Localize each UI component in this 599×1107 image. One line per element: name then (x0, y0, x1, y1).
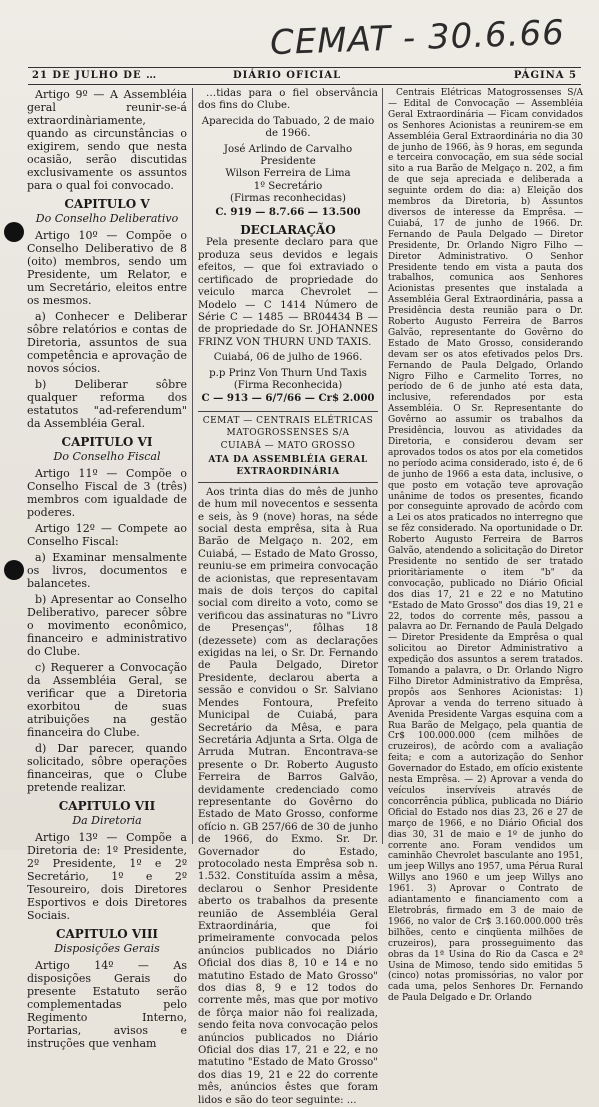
cemat-location: CUIABÁ — MATO GROSSO (220, 440, 356, 451)
article-11: Artigo 11º — Compõe o Conselho Fiscal de 3 (três) membros com igualdade de poderes. (27, 467, 187, 519)
cemat-company: CEMAT — CENTRAIS ELÉTRICAS MATOGROSSENSES S/A (202, 415, 374, 439)
chapter-6-subtitle: Do Conselho Fiscal (53, 450, 161, 463)
article-9: Artigo 9º — A Assembléia geral reunir-se-á extraordinàriamente, quando as circunstâncias o exigirem, sendo que nesta ocasião, serão discutidas exclusivamente os assuntos para o qual foi convocado. (27, 88, 187, 192)
article-14: Artigo 14º — As disposições Gerais do presente Estatuto serão complementadas pelo Regimento Interno, Portarias, avisos e instruções que venham (27, 959, 187, 1050)
declaration-title: DECLARAÇÃO (240, 223, 336, 238)
article-10-a: a) Conhecer e Deliberar sôbre relatórios e contas de Diretoria, assuntos de sua competência e aprovação de novos sócios. (27, 310, 187, 375)
declaration-signature: p.p Prinz Von Thurn Und Taxis (209, 367, 367, 379)
minutes-continuation: Centrais Elétricas Matogrossenses S/A — Edital de Convocação — Assembléia Geral Extraordinária — Ficam convidados os Senhores Acionistas a reunirem-se em Assembléia Geral Extraordinária no dia 30 de junho de 1966, às 9 horas, em segunda e terceira convocação, em sua séde social sito a rua Barão de Melgaço n. 202, a fim de que seja apreciada e deliberada a seguinte ordem do dia: a) Eleição dos membros da Diretoria, b) Assuntos diversos de interesse da Emprêsa. — Cuiabá, 17 de junho de 1966. Dr. Fernando de Paula Delgado — Diretor Presidente, Dr. Orlando Nigro Filho — Diretor Administrativo. O Senhor Presidente tendo em vista a pauta dos trabalhos, comunica aos Senhores Acionistas presentes que instalada a Assembléia Geral Extraordinária, passa a Presidência desta reunião para o Dr. Roberto Augusto Ferreira de Barros Galvão, representante do Govêrno do Estado de Mato Grosso, considerando devam ser os atos efetivados pelos Drs. Fernando de Paula Delgado, Orlando Nigro Filho e Carmelito Torres, no período de 6 de junho até esta data, inclusive, referendados por esta Assembléia. O Sr. Representante do Govêrno ao assumir os trabalhos da Presidência, louvou as atividades da Diretoria, e considerou devam ser aprovados todos os atos por ela cometidos no período acima considerado, isto é, de 6 de junho de 1966 a esta data, inclusive, o que posto em votação teve aprovação unânime de todos os presentes, ficando por conseguinte aprovado de acôrdo com a Lei os atos praticados no interregno que se fêz considerado. Na oportunidade o Dr. Roberto Augusto Ferreira de Barros Galvão, atendendo a solicitação do Diretor Presidente no sentido de ser tratado prioritàriamente o item "b" da convocação, publicado no Diário Oficial dos dias 17, 21 e 22 e no Matutino "Estado de Mato Grosso" dos dias 19, 21 e 22, todos do corrente mês, passou a palavra ao Dr. Fernando de Paula Delgado — Diretor Presidente da Emprêsa o qual solicitou ao Diretor Administrativo a expedição dos assuntos a serem tratados. Tomando a palavra, o Dr. Orlando Nigro Filho Diretor Administrativo da Emprêsa, propôs aos Senhores Acionistas: 1) Aprovar a venda do terreno situado à Avenida Presidente Vargas esquina com a Rua Barão de Melgaço, pela quantia de Cr$ 100.000.000 (cem milhões de cruzeiros), de acôrdo com a avaliação feita; e com a autorização do Senhor Governador do Estado, em ofício existente nesta Emprêsa. — 2) Aprovar a venda do veículos inservíveis através de concorrência pública, publicada no Diário Oficial do Estado nos dias 23, 26 e 27 de março de 1966, e no Diário Oficial dos dias 30, 31 de maio e 1º de junho do corrente ano. Foram vendidos um caminhão Chevrolet basculante ano 1951, um jeep Willys ano 1957, uma Pérua Rural Willys ano 1960 e um jeep Willys ano 1961. 3) Aprovar o Contrato de adiantamento e financiamento com a Eletrobrás, firmado em 3 de maio de 1966, no valor de Cr$ 3.160.000.000 três bilhões, cento e cinqüenta milhões de cruzeiros), para prosseguimento das obras da 1ª Usina do Rio da Casca e 2ª Usina de Mimoso, tendo sido emitidas 5 (cinco) notas promissórias, no valor por cada uma, pelos Senhores Dr. Fernando de Paula Delgado e Dr. Orlando (388, 88, 583, 1004)
column-right (388, 88, 583, 1004)
column-left (27, 88, 187, 1050)
chapter-6-title: CAPITULO VI (61, 435, 153, 449)
article-10: Artigo 10º — Compõe o Conselho Deliberativo de 8 (oito) membros, sendo um Presidente, um Relator, e um Secretário, eleitos entre os mesmos. (27, 229, 187, 307)
declaration-date: Cuiabá, 06 de julho de 1966. (213, 352, 363, 364)
chapter-7-title: CAPITULO VII (58, 799, 156, 813)
reference-code-2: C — 913 — 6/7/66 — Cr$ 2.000 (201, 392, 375, 405)
article-12-b: b) Apresentar ao Conselho Deliberativo, parecer sôbre o movimento econômico, financeiro e administrativo do Clube. (27, 593, 187, 658)
handwritten-annotation: CEMAT - 30.6.66 (269, 12, 566, 64)
article-12: Artigo 12º — Compete ao Conselho Fiscal: (27, 522, 187, 548)
header-page-number: PÁGINA 5 (513, 70, 577, 81)
firmas-note: (Firmas reconhecidas) (229, 193, 347, 205)
signature-2-role: 1º Secretário (253, 180, 323, 192)
signature-2-name: Wilson Ferreira de Lima (225, 168, 351, 180)
chapter-8-subtitle: Disposições Gerais (54, 942, 160, 955)
chapter-5-subtitle: Do Conselho Deliberativo (35, 212, 179, 225)
chapter-5-title: CAPITULO V (64, 197, 150, 211)
column-divider (382, 88, 383, 844)
cemat-notice-header (198, 411, 378, 483)
ata-body: Aos trinta dias do mês de junho de hum mil novecentos e sessenta e seis, às 9 (nove) horas, na séde social desta emprêsa, sita à Rua Barão de Melgaço n. 202, em Cuiabá, — Estado de Mato Grosso, reuniu-se em primeira convocação de acionistas, que representavam mais de dois terços do capital social com direito a voto, como se verificou das assinaturas no "Livro de Presenças", fôlhas 18 (dezessete) com as declarações exigidas na lei, o Sr. Dr. Fernando de Paula Delgado, Diretor Presidente, declarou aberta a sessão e convidou o Sr. Salviano Mendes Fontoura, Prefeito Municipal de Cuiabá, para Secretário da Mêsa, e para Secretária Adjunta a Srta. Olga de Arruda Mutran. Encontrava-se presente o Dr. Roberto Augusto Ferreira de Barros Galvão, devidamente credenciado como representante do Govêrno do Estado de Mato Grosso, conforme ofício n. GB 257/66 de 30 de junho de 1966, do Exmo. Sr. Dr. Governador do Estado, protocolado nesta Emprêsa sob n. 1.532. Constituída assim a mêsa, declarou o Senhor Presidente aberto os trabalhos da presente reunião de Assembléia Geral Extraordinária, que foi primeiramente convocada pelos anúncios publicados no Diário Oficial dos dias 8, 10 e 14 e no matutino Estado de Mato Grosso" dos dias 8, 9 e 12 todos do corrente mês, mas que por motivo de fôrça maior não foi realizada, sendo feita nova convocação pelos anúncios publicados no Diário Oficial dos dias 17, 21 e 22, e no matutino "Estado de Mato Grosso" dos dias 19, 21 e 22 do corrente mês, anúncios êstes que foram lidos e são do teor seguinte: ... (198, 486, 378, 1106)
article-12-a: a) Examinar mensalmente os livros, documentos e balancetes. (27, 551, 187, 590)
article-12-d: d) Dar parecer, quando solicitado, sôbre operações financeiras, que o Clube pretende realizar. (27, 742, 187, 794)
article-12-c: c) Requerer a Convocação da Assembléia Geral, se verificar que a Diretoria exorbitou de suas atribuições na gestão financeira do Clube. (27, 661, 187, 739)
binder-hole (4, 560, 24, 580)
place-date: Aparecida do Tabuado, 2 de maio de 1966. (201, 115, 375, 140)
declaration-firma: (Firma Reconhecida) (233, 379, 343, 391)
chapter-8-title: CAPITULO VIII (55, 927, 159, 941)
declaration-body: Pela presente declaro para que produza seus devidos e legais efeitos, — que foi extraviado o certificado de propriedade do veiculo marca Chevrolet — Modelo — C 1414 Número de Série C — 1485 — BR04434 B — de propriedade do Sr. JOHANNES FRINZ VON THURN UND TAXIS. (198, 237, 378, 348)
ata-title: ATA DA ASSEMBLÉIA GERAL EXTRAORDINÁRIA (208, 454, 368, 478)
header-title: DIÁRIO OFICIAL (233, 70, 342, 81)
signature-1-name: José Arlindo de Carvalho (223, 143, 353, 155)
header-date: 21 DE JULHO DE … (32, 70, 158, 81)
article-10-b: b) Deliberar sôbre qualquer reforma dos estatutos "ad-referendum" da Assembléia Geral. (27, 378, 187, 430)
reference-code-1: C. 919 — 8.7.66 — 13.500 (215, 205, 361, 218)
chapter-7-subtitle: Da Diretoria (72, 814, 142, 827)
article-13: Artigo 13º — Compõe a Diretoria de: 1º Presidente, 2º Presidente, 1º e 2º Secretário, 1º e 2º Tesoureiro, dois Diretores Esportivos e dois Diretores Sociais. (27, 831, 187, 922)
page-header (28, 67, 581, 85)
column-divider (192, 88, 193, 844)
statute-ending: …tidas para o fiel observância dos fins do Clube. (198, 88, 378, 112)
column-middle (198, 88, 378, 1106)
binder-hole (4, 222, 24, 242)
signature-1-role: Presidente (260, 156, 316, 168)
